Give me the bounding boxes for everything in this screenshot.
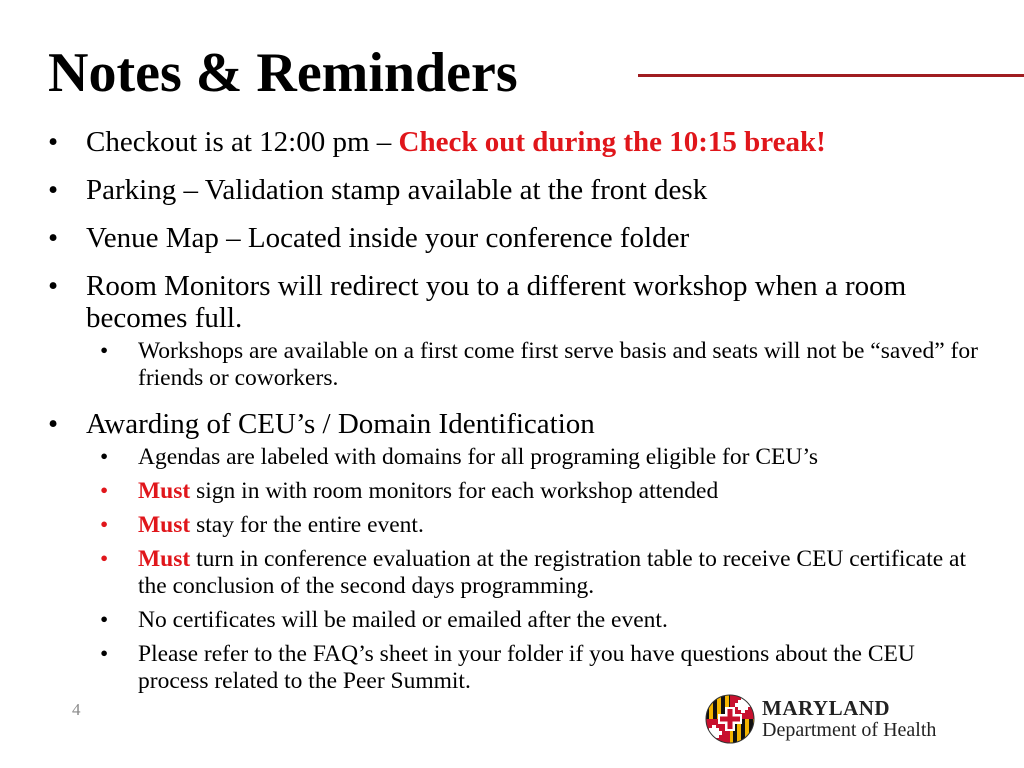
sub-bullet-text: Agendas are labeled with domains for all programing eligible for CEU’s — [138, 444, 819, 470]
bullet-parking — [48, 174, 988, 206]
sub-bullet-marker: • — [100, 338, 109, 364]
must-keyword: Must — [138, 512, 191, 538]
sub-bullet-marker: • — [100, 478, 109, 504]
sub-bullet-text: Workshops are available on a first come first serve basis and seats will not be “saved” for friends or coworkers. — [138, 338, 978, 391]
sub-bullet-text: No certificates will be mailed or emailed after the event. — [138, 607, 668, 633]
sub-bullet-must-sign-in — [86, 478, 988, 505]
logo-line-maryland: MARYLAND — [762, 696, 891, 720]
bullet-text: Room Monitors will redirect you to a different workshop when a room becomes full. — [86, 270, 907, 334]
sub-bullet-text: stay for the entire event. — [190, 512, 424, 538]
bullet-venue-map — [48, 222, 988, 254]
bullet-marker: • — [48, 270, 59, 302]
sub-bullet-marker: • — [100, 607, 109, 633]
sub-bullet-marker: • — [100, 512, 109, 538]
checkout-emphasis: Check out during the 10:15 break! — [398, 126, 826, 158]
sub-bullet-workshops — [86, 338, 988, 392]
bullet-text: Awarding of CEU’s / Domain Identification — [86, 408, 595, 440]
sub-bullet-list — [86, 444, 988, 695]
maryland-flag-seal-icon — [705, 694, 755, 744]
slide-title: Notes & Reminders — [48, 42, 518, 104]
sub-bullet-text: turn in conference evaluation at the registration table to receive CEU certificate at the conclusion of the second days programming. — [138, 546, 967, 599]
bullet-ceu-awarding — [48, 408, 988, 695]
logo-line-department: Department of Health — [762, 719, 937, 741]
page-number: 4 — [72, 700, 81, 719]
bullet-text: Venue Map – Located inside your conference folder — [86, 222, 690, 254]
sub-bullet-marker: • — [100, 546, 109, 572]
sub-bullet-text: Please refer to the FAQ’s sheet in your folder if you have questions about the CEU process related to the Peer Summit. — [138, 641, 915, 694]
sub-bullet-marker: • — [100, 444, 109, 470]
bullet-text: Checkout is at 12:00 pm – — [86, 126, 399, 158]
bullet-list — [48, 126, 988, 711]
bullet-marker: • — [48, 126, 59, 158]
must-keyword: Must — [138, 546, 191, 572]
title-rule — [638, 74, 1024, 77]
sub-bullet-must-stay — [86, 512, 988, 539]
bullet-marker: • — [48, 222, 59, 254]
bullet-marker: • — [48, 174, 59, 206]
sub-bullet-agendas — [86, 444, 988, 471]
must-keyword: Must — [138, 478, 191, 504]
sub-bullet-text: sign in with room monitors for each workshop attended — [190, 478, 719, 504]
sub-bullet-no-mail — [86, 607, 988, 634]
sub-bullet-must-evaluation — [86, 546, 988, 600]
bullet-text: Parking – Validation stamp available at the front desk — [86, 174, 708, 206]
sub-bullet-faq — [86, 641, 988, 695]
bullet-checkout — [48, 126, 988, 158]
sub-bullet-marker: • — [100, 641, 109, 667]
bullet-room-monitors — [48, 270, 988, 392]
sub-bullet-list — [86, 338, 988, 392]
maryland-health-logo — [705, 694, 965, 746]
bullet-marker: • — [48, 408, 59, 440]
